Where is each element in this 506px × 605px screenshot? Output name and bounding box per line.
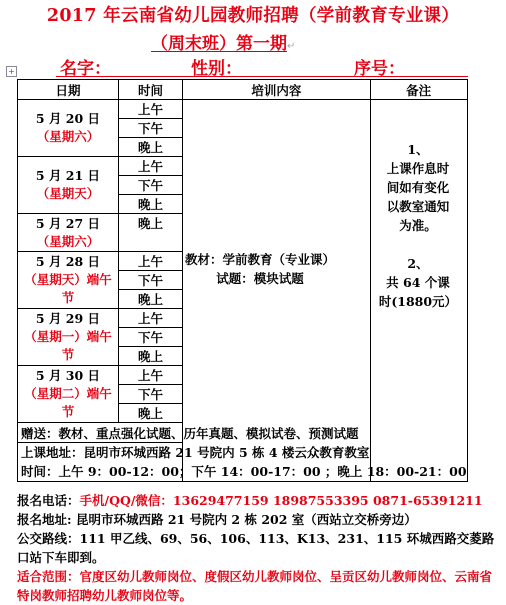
day-cell (18, 214, 119, 252)
footer (17, 491, 499, 605)
seq-field-label: 序号： (354, 59, 405, 79)
page-title: 2017 年云南省幼儿园教师招聘（学前教育专业课） (46, 6, 460, 26)
gift-row: 赠送：教材、重点强化试题、历年真题、模拟试卷、预测试题 (18, 423, 468, 443)
note-2-line: 时(1880元） (378, 294, 458, 309)
note-1-line: 以教室通知 (386, 199, 450, 214)
slot-cell: 晚上 (118, 195, 182, 214)
day-date: 5 月 28 日 (35, 254, 101, 269)
phone-numbers: 手机/QQ/微信：13629477159 18987553395 0871-65391211 (79, 493, 483, 508)
return-arrow-icon: ↵ (287, 41, 296, 52)
day-date: 5 月 20 日 (35, 111, 101, 126)
slot-cell: 上午 (118, 366, 182, 385)
day-cell (18, 157, 119, 214)
slot-cell: 晚上 (118, 347, 182, 366)
day-cell (18, 366, 119, 423)
day-weekday: （星期天） (24, 272, 87, 287)
note-cell (370, 100, 467, 482)
applicable-scope: 适合范围：官度区幼儿教师岗位、度假区幼儿教师岗位、呈贡区幼儿教师岗位、云南省特岗教师招聘幼儿教师岗位等。 (17, 569, 493, 603)
header-date: 日期 (18, 80, 119, 100)
class-address: 上课地址：昆明市环城西路 21 号院内 5 栋 4 楼云众教育教室 (21, 445, 370, 460)
day-date: 5 月 21 日 (35, 168, 101, 183)
slot-cell: 下午 (118, 176, 182, 195)
page-subtitle (151, 29, 295, 54)
slot-cell: 下午 (118, 385, 182, 404)
name-field-label: 名字： (60, 59, 111, 79)
day-cell (18, 252, 119, 309)
note-1-line: 为准。 (399, 218, 437, 233)
day-holiday: 端午节 (61, 386, 112, 419)
day-cell (18, 100, 119, 157)
phone-label: 报名电话： (17, 493, 80, 508)
note-1-line: 上课作息时 (386, 161, 450, 176)
day-weekday: （星期六） (36, 129, 100, 144)
note-1-number: 1、 (407, 142, 429, 157)
day-date: 5 月 29 日 (35, 311, 101, 326)
bus-route: 公交路线：111 甲乙线、69、56、106、113、K13、231、115 环城西路交菱路口站下车即到。 (17, 531, 495, 565)
day-date: 5 月 30 日 (35, 368, 101, 383)
day-date: 5 月 27 日 (35, 215, 101, 231)
registration-address: 报名地址: 昆明市环城西路 21 号院内 2 栋 202 室（西站立交桥旁边） (17, 512, 417, 527)
slot-cell: 晚上 (118, 290, 182, 309)
slot-cell: 上午 (118, 157, 182, 176)
gender-field-label: 性别： (191, 59, 242, 79)
content-exam: 试题：模块试题 (216, 271, 304, 286)
slot-cell: 晚上 (118, 214, 182, 252)
slot-cell: 晚上 (118, 404, 182, 423)
note-1-line: 间如有变化 (386, 180, 450, 195)
slot-cell: 上午 (118, 309, 182, 328)
slot-cell: 上午 (118, 252, 182, 271)
day-holiday: 端午节 (61, 329, 112, 362)
header-note: 备注 (370, 80, 467, 100)
subtitle-text: （周末班）第一期 (151, 34, 287, 54)
header-content: 培训内容 (183, 80, 371, 100)
header-time: 时间 (118, 80, 182, 100)
slot-cell: 下午 (118, 119, 182, 138)
day-weekday: （星期六） (36, 233, 100, 249)
slot-cell: 下午 (118, 271, 182, 290)
day-weekday: （星期天） (36, 186, 100, 201)
content-textbook: 教材：学前教育（专业课） (185, 252, 336, 267)
slot-cell: 晚上 (118, 138, 182, 157)
note-2-number: 2、 (407, 256, 429, 271)
class-time: 时间：上午 9：00-12：00；下午 14：00-17：00 ；晚上 18：00-21：00 (21, 464, 467, 479)
day-weekday: （星期一） (24, 329, 87, 344)
slot-cell: 上午 (118, 100, 182, 119)
move-handle-icon[interactable]: + (6, 66, 17, 77)
content-cell (183, 100, 371, 482)
day-cell (18, 309, 119, 366)
fields-underline (56, 76, 468, 77)
day-holiday: 端午节 (61, 272, 112, 305)
note-2-line: 共 64 个课 (386, 275, 450, 290)
slot-cell: 下午 (118, 328, 182, 347)
schedule-table (17, 79, 468, 482)
day-weekday: （星期二） (24, 386, 87, 401)
